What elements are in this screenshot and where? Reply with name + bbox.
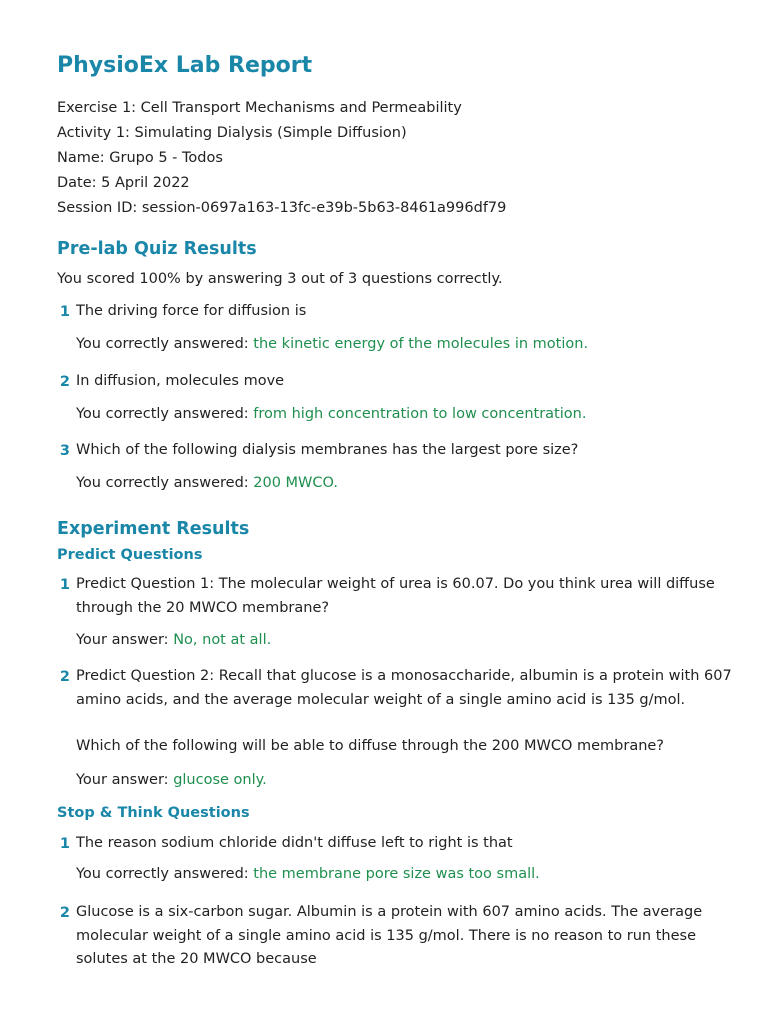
prelab-q1-answer — [76, 334, 588, 354]
correct-answer: from high concentration to low concentration. — [253, 406, 587, 422]
predict-q1-number: 1 — [59, 577, 70, 593]
prelab-q3-text: Which of the following dialysis membranes has the largest pore size? — [76, 442, 579, 458]
report-title: PhysioEx Lab Report — [57, 53, 313, 78]
predict-heading: Predict Questions — [57, 547, 203, 563]
your-answer: glucose only. — [173, 772, 267, 788]
correct-answer: 200 MWCO. — [253, 475, 338, 491]
stop-q2-number: 2 — [59, 905, 70, 921]
prelab-q2-text: In diffusion, molecules move — [76, 373, 285, 389]
answer-prefix: Your answer: — [76, 772, 174, 788]
stop-q2-text: Glucose is a six-carbon sugar. Albumin is a protein with 607 amino acids. The average molecular weight of a single amino acid is 135 g/mol. There is no reason to run these solutes at the 20 MWCO because — [76, 904, 703, 967]
answer-prefix: Your answer: — [76, 632, 174, 648]
predict-q2-text-continued: Which of the following will be able to diffuse through the 200 MWCO membrane? — [76, 738, 665, 754]
stop-q1-answer — [76, 864, 540, 884]
date-line: Date: 5 April 2022 — [57, 175, 190, 191]
predict-q2-text: Predict Question 2: Recall that glucose is a monosaccharide, albumin is a protein with 607 amino acids, and the average molecular weight of a single amino acid is 135 g/mol. — [76, 668, 732, 708]
predict-q1-answer — [76, 630, 271, 650]
predict-q1-text: Predict Question 1: The molecular weight of urea is 60.07. Do you think urea will diffuse through the 20 MWCO membrane? — [76, 576, 715, 616]
predict-q2-answer — [76, 770, 267, 790]
prelab-score: You scored 100% by answering 3 out of 3 questions correctly. — [57, 271, 503, 287]
session-id-line: Session ID: session-0697a163-13fc-e39b-5b63-8461a996df79 — [57, 200, 507, 216]
stop-q1-text: The reason sodium chloride didn't diffuse left to right is that — [76, 835, 513, 851]
correct-answer: the kinetic energy of the molecules in motion. — [253, 336, 589, 352]
activity-line: Activity 1: Simulating Dialysis (Simple Diffusion) — [57, 125, 407, 141]
prelab-q3-answer — [76, 473, 338, 493]
prelab-heading: Pre-lab Quiz Results — [57, 239, 257, 259]
stop-q1-number: 1 — [59, 836, 70, 852]
answer-prefix: You correctly answered: — [76, 475, 254, 491]
experiment-heading: Experiment Results — [57, 519, 250, 539]
stop-think-heading: Stop & Think Questions — [57, 805, 250, 821]
exercise-line: Exercise 1: Cell Transport Mechanisms and Permeability — [57, 100, 462, 116]
predict-q2-number: 2 — [59, 669, 70, 685]
prelab-q3-number: 3 — [59, 443, 70, 459]
name-line: Name: Grupo 5 - Todos — [57, 150, 223, 166]
prelab-q1-text: The driving force for diffusion is — [76, 303, 307, 319]
prelab-q1-number: 1 — [59, 304, 70, 320]
correct-answer: the membrane pore size was too small. — [253, 866, 540, 882]
your-answer: No, not at all. — [173, 632, 272, 648]
prelab-q2-answer — [76, 404, 586, 424]
answer-prefix: You correctly answered: — [76, 336, 254, 352]
answer-prefix: You correctly answered: — [76, 406, 254, 422]
answer-prefix: You correctly answered: — [76, 866, 254, 882]
prelab-q2-number: 2 — [59, 374, 70, 390]
